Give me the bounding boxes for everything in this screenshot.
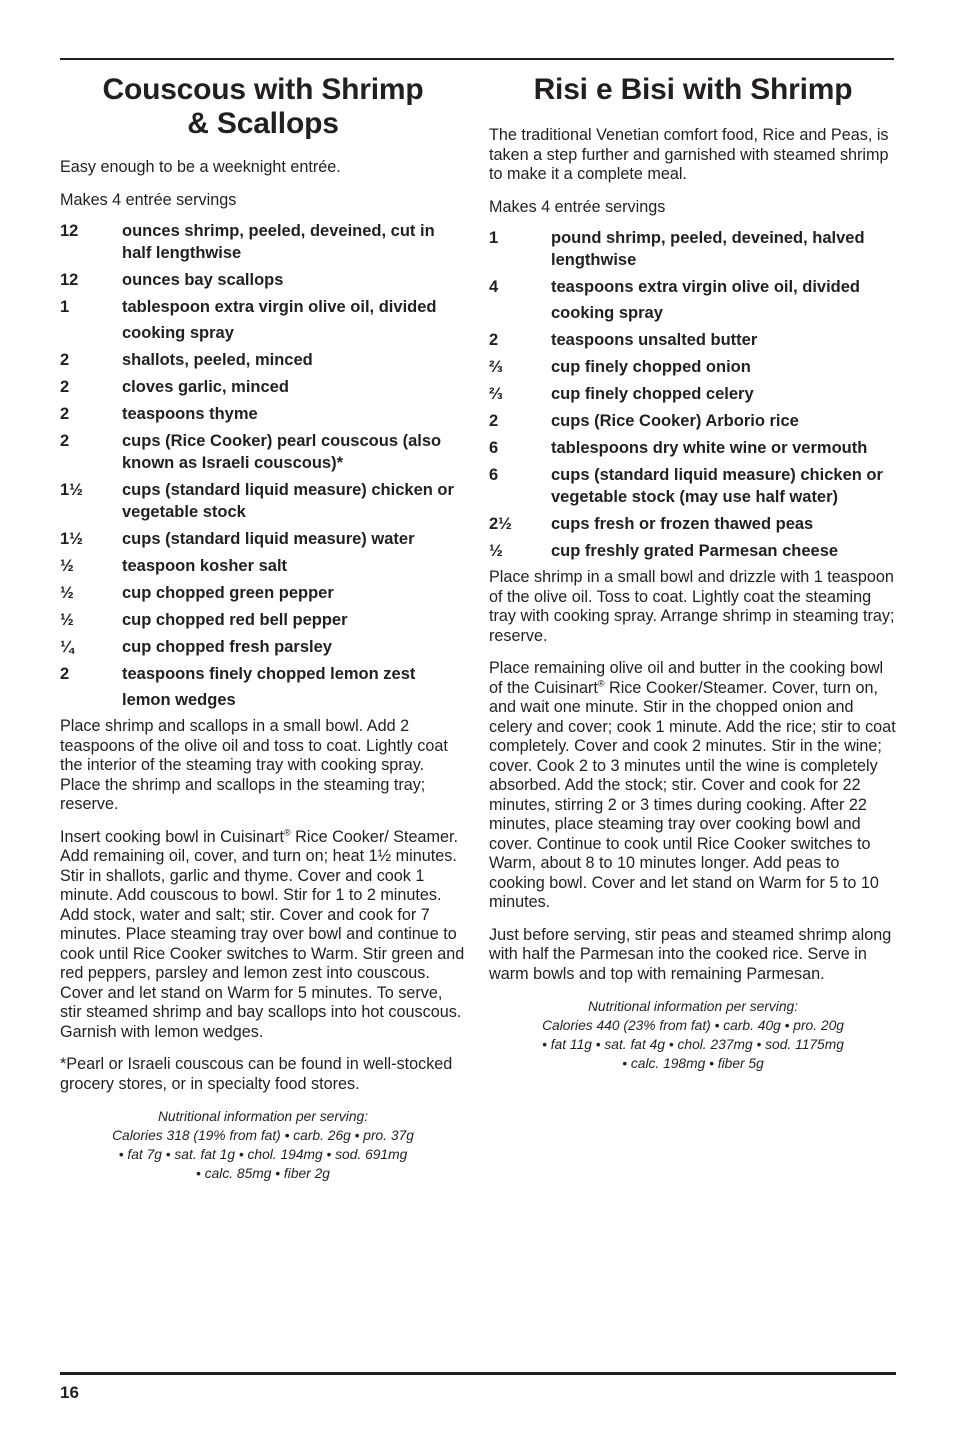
method-paragraph: Place shrimp and scallops in a small bowl. Add 2 teaspoons of the olive oil and toss to coat. Lightly coat the interior of the steaming tray with cooking spray. Place the shrimp and scallops in the steaming tray; reserve.	[60, 717, 448, 813]
ingredient-desc: ounces bay scallops	[122, 271, 284, 289]
ingredient-desc: shallots, peeled, minced	[122, 351, 313, 369]
nutrition-info	[489, 997, 897, 1073]
ingredient-item	[60, 479, 466, 523]
recipe-servings: Makes 4 entrée servings	[60, 190, 237, 209]
nutrition-line: Nutritional information per serving:	[587, 999, 799, 1014]
ingredient-list	[60, 220, 466, 711]
ingredient-qty	[489, 302, 551, 324]
ingredient-item	[489, 464, 897, 508]
recipe-couscous	[60, 73, 466, 1183]
title-line-2: & Scallops	[187, 107, 339, 140]
ingredient-item	[60, 322, 466, 344]
ingredient-item	[60, 430, 466, 474]
ingredient-item	[489, 383, 897, 405]
ingredient-qty: 2	[489, 331, 499, 349]
ingredient-item	[489, 437, 897, 459]
footnote: *Pearl or Israeli couscous can be found in well-stocked grocery stores, or in specialty food stores.	[60, 1055, 453, 1093]
ingredient-qty: ½	[489, 542, 503, 560]
ingredient-desc: teaspoons unsalted butter	[551, 331, 758, 349]
ingredient-item	[60, 376, 466, 398]
method-paragraph	[489, 659, 897, 913]
method-paragraph	[60, 828, 466, 1043]
ingredient-qty: 2½	[489, 515, 512, 533]
top-rule	[60, 58, 894, 60]
ingredient-item	[489, 276, 897, 298]
ingredient-desc: teaspoons thyme	[122, 405, 258, 423]
ingredient-item	[489, 329, 897, 351]
ingredient-desc: cloves garlic, minced	[122, 378, 289, 396]
ingredient-item	[60, 609, 466, 631]
ingredient-qty: 4	[489, 278, 499, 296]
ingredient-qty: 2	[60, 405, 70, 423]
nutrition-line: • fat 7g • sat. fat 1g • chol. 194mg • sod. 691mg	[118, 1147, 408, 1162]
ingredient-item	[489, 302, 897, 324]
ingredient-item	[60, 582, 466, 604]
ingredient-qty: 1½	[60, 481, 83, 499]
page-number: 16	[60, 1383, 79, 1402]
ingredient-qty: 6	[489, 466, 499, 484]
ingredient-desc: lemon wedges	[122, 691, 236, 709]
registered-mark: ®	[284, 827, 291, 838]
ingredient-desc: cup chopped red bell pepper	[122, 611, 348, 629]
ingredient-qty: 2	[489, 412, 499, 430]
recipe-intro: Easy enough to be a weeknight entrée.	[60, 158, 341, 176]
ingredient-item	[60, 403, 466, 425]
nutrition-line: • fat 11g • sat. fat 4g • chol. 237mg • sod. 1175mg	[542, 1037, 844, 1052]
bottom-rule	[60, 1372, 896, 1375]
ingredient-item	[489, 410, 897, 432]
method-text: Rice Cooker/Steamer. Cover, turn on, and wait one minute. Stir in the chopped onion and celery and cover; cook 1 minute. Add the rice; stir to coat completely. Cover and cook 2 minutes. Stir in the wine; cover. Cook 2 to 3 minutes until the wine is completely absorbed. Add the stock; stir. Cover and cook for 22 minutes, stirring 2 or 3 times during cooking. After 22 minutes, place steaming tray over cooking bowl and cover. Continue to cook until Rice Cooker switches to Warm, about 8 to 10 minutes longer. Add peas to cooking bowl. Cover and let stand on Warm for 5 to 10 minutes.	[489, 678, 896, 911]
ingredient-desc: teaspoons extra virgin olive oil, divided	[551, 278, 860, 296]
ingredient-qty: 1½	[60, 530, 83, 548]
ingredient-qty	[60, 322, 122, 344]
ingredient-qty	[60, 689, 122, 711]
ingredient-desc: cups (standard liquid measure) water	[122, 530, 415, 548]
recipe-servings: Makes 4 entrée servings	[489, 197, 666, 216]
ingredient-desc: cup freshly grated Parmesan cheese	[551, 542, 839, 560]
nutrition-line: • calc. 85mg • fiber 2g	[196, 1166, 330, 1181]
nutrition-line: Calories 440 (23% from fat) • carb. 40g • pro. 20g	[542, 1018, 844, 1033]
ingredient-item	[489, 540, 897, 562]
ingredient-desc: cooking spray	[551, 304, 663, 322]
nutrition-line: Calories 318 (19% from fat) • carb. 26g • pro. 37g	[112, 1128, 414, 1143]
ingredient-qty: ⅔	[489, 358, 503, 376]
ingredient-qty: 12	[60, 271, 79, 289]
ingredient-item	[60, 220, 466, 264]
ingredient-qty: 2	[60, 351, 70, 369]
method-paragraph: Place shrimp in a small bowl and drizzle with 1 teaspoon of the olive oil. Toss to coat. Lightly coat the steaming tray with cooking spray. Arrange shrimp in steaming tray; reserve.	[489, 568, 895, 645]
ingredient-item	[489, 227, 897, 271]
ingredient-qty: 1	[60, 298, 70, 316]
ingredient-item	[60, 663, 466, 685]
ingredient-qty: 2	[60, 432, 70, 450]
recipe-intro: The traditional Venetian comfort food, Rice and Peas, is taken a step further and garnished with steamed shrimp to make it a complete meal.	[489, 126, 889, 183]
ingredient-item	[489, 356, 897, 378]
ingredient-desc: cups (standard liquid measure) chicken or vegetable stock	[122, 481, 454, 521]
ingredient-desc: tablespoon extra virgin olive oil, divided	[122, 298, 437, 316]
ingredient-desc: pound shrimp, peeled, deveined, halved lengthwise	[551, 229, 865, 269]
ingredient-desc: cup chopped green pepper	[122, 584, 334, 602]
recipe-title: Risi e Bisi with Shrimp	[533, 73, 853, 106]
ingredient-desc: cups (standard liquid measure) chicken or vegetable stock (may use half water)	[551, 466, 883, 506]
method-text: Rice Cooker/ Steamer. Add remaining oil, cover, and turn on; heat 1½ minutes. Stir in shallots, garlic and thyme. Cover and cook 1 minute. Add couscous to bowl. Stir for 1 to 2 minutes. Add stock, water and salt; stir. Cover and cook for 7 minutes. Place steaming tray over bowl and continue to cook until Rice Cooker switches to Warm. Stir green and red peppers, parsley and lemon zest into couscous. Cover and let stand on Warm for 5 minutes. To serve, stir steamed shrimp and bay scallops into hot couscous. Garnish with lemon wedges.	[60, 827, 465, 1041]
ingredient-item	[60, 689, 466, 711]
nutrition-line: Nutritional information per serving:	[157, 1109, 369, 1124]
ingredient-qty: ⅔	[489, 385, 503, 403]
ingredient-qty: 2	[60, 665, 70, 683]
recipe-title	[60, 73, 466, 141]
ingredient-item	[60, 349, 466, 371]
ingredient-qty: ¼	[60, 638, 74, 656]
ingredient-qty: ½	[60, 557, 74, 575]
ingredient-desc: teaspoon kosher salt	[122, 557, 288, 575]
ingredient-desc: cup chopped fresh parsley	[122, 638, 332, 656]
ingredient-item	[60, 636, 466, 658]
ingredient-desc: teaspoons finely chopped lemon zest	[122, 665, 416, 683]
ingredient-desc: ounces shrimp, peeled, deveined, cut in half lengthwise	[122, 222, 435, 262]
ingredient-qty: 2	[60, 378, 70, 396]
ingredient-item	[60, 555, 466, 577]
ingredient-item	[60, 269, 466, 291]
ingredient-qty: ½	[60, 584, 74, 602]
ingredient-qty: 6	[489, 439, 499, 457]
nutrition-info	[60, 1107, 466, 1183]
ingredient-item	[60, 296, 466, 318]
method-text: Place remaining olive oil and butter in the cooking bowl of the Cuisinart	[489, 659, 884, 697]
ingredient-desc: cup finely chopped onion	[551, 358, 751, 376]
method-paragraph: Just before serving, stir peas and steamed shrimp along with half the Parmesan into the cooked rice. Serve in warm bowls and top with remaining Parmesan.	[489, 925, 892, 983]
title-line-1: Couscous with Shrimp	[102, 73, 424, 106]
ingredient-item	[489, 513, 897, 535]
recipe-risi-e-bisi	[489, 73, 897, 1073]
registered-mark: ®	[597, 678, 605, 689]
ingredient-list	[489, 227, 897, 562]
ingredient-item	[60, 528, 466, 550]
nutrition-line: • calc. 198mg • fiber 5g	[622, 1056, 764, 1071]
ingredient-desc: tablespoons dry white wine or vermouth	[551, 439, 868, 457]
method-text: Insert cooking bowl in Cuisinart	[60, 827, 285, 846]
ingredient-desc: cooking spray	[122, 324, 234, 342]
ingredient-desc: cup finely chopped celery	[551, 385, 754, 403]
ingredient-desc: cups (Rice Cooker) pearl couscous (also known as Israeli couscous)*	[122, 432, 442, 472]
ingredient-qty: 1	[489, 229, 499, 247]
ingredient-qty: ½	[60, 611, 74, 629]
ingredient-desc: cups (Rice Cooker) Arborio rice	[551, 412, 799, 430]
ingredient-qty: 12	[60, 222, 79, 240]
ingredient-desc: cups fresh or frozen thawed peas	[551, 515, 814, 533]
